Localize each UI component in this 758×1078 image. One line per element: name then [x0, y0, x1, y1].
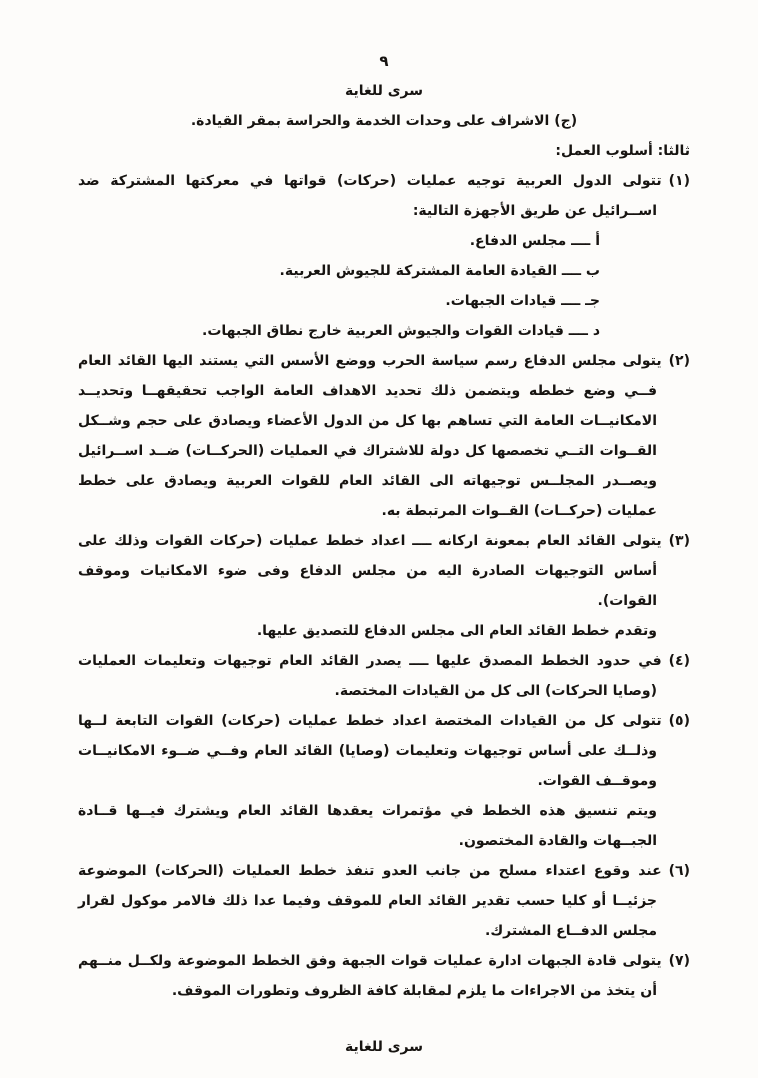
list-item-7 [78, 946, 690, 1006]
item-3-number: (٣) [668, 533, 690, 549]
item-4-text: في حدود الخطط المصدق عليها ــــ يصدر القائد العام توجيهات وتعليمات العمليات (وصايا الحركات) الى كل من القيادات المختصة. [78, 653, 662, 699]
item-4-number: (٤) [668, 653, 690, 669]
list-item-5 [78, 706, 690, 796]
item-7-text: يتولى قادة الجبهات ادارة عمليات قوات الجبهة وفق الخطط الموضوعة ولكــل منــهم أن يتخذ من الاجراءات ما يلزم لمقابلة كافة الظروف وتطورات الموقف. [78, 953, 662, 999]
item-5-text: تتولى كل من القيادات المختصة اعداد خطط عمليات (حركات) القوات التابعة لــها وذلــك على أساس توجيهات وتعليمات (وصايا) القائد العام وفــي ضــوء الامكانيــات وموقــف القوات. [78, 713, 662, 789]
item-6-number: (٦) [668, 863, 690, 879]
list-item-2 [78, 346, 690, 526]
sub-item-a: أ ــــ مجلس الدفاع. [469, 233, 600, 249]
item-2-number: (٢) [668, 353, 690, 369]
item-1-text: تتولى الدول العربية توجيه عمليات (حركات) قواتها في معركتها المشتركة ضد اســرائيل عن طريق الأجهزة التالية: [78, 173, 662, 219]
item-3-text: يتولى القائد العام بمعونة اركانه ــــ اعداد خطط عمليات (حركات القوات وذلك على أساس التوجيهات الصادرة اليه من مجلس الدفاع وفى ضوء الامكانيات وموقف القوات). [78, 533, 662, 609]
item-1-number: (١) [668, 173, 690, 189]
page-number: ٩ [379, 52, 389, 70]
item-5-continuation: ويتم تنسيق هذه الخطط في مؤتمرات يعقدها القائد العام ويشترك فيــها قــادة الجبــهات والقادة المختصون. [78, 803, 657, 849]
item-2-text: يتولى مجلس الدفاع رسم سياسة الحرب ووضع الأسس التي يستند اليها القائد العام فــي وضع خططه ويتضمن ذلك تحديد الاهداف العامة الواجب تحقيقهــا وتحديــد الامكانيــات العامة التي تساهم بها كل من الدول الأعضاء ويصادق على حجم وشــكل القــوات التــي تخصصها كل دولة للاشتراك في العمليات (الحركــات) ضــد اســرائيل ويصــدر المجلــس توجيهاته الى القائد العام للقوات العربية ويصادق على خطط عمليات (حركــات) القــوات المرتبطة به. [78, 353, 662, 519]
item-5-number: (٥) [668, 713, 690, 729]
sub-item-b: ب ــــ القيادة العامة المشتركة للجيوش العربية. [279, 263, 600, 279]
supervision-line-c: (ج) الاشراف على وحدات الخدمة والحراسة بمقر القيادة. [190, 113, 578, 129]
sub-item-d: د ــــ قيادات القوات والجيوش العربية خارج نطاق الجبهات. [202, 323, 600, 339]
item-3-continuation: وتقدم خطط القائد العام الى مجلس الدفاع للتصديق عليها. [256, 623, 657, 639]
item-7-number: (٧) [668, 953, 690, 969]
list-item-4 [78, 646, 690, 706]
item-6-text: عند وقوع اعتداء مسلح من جانب العدو تنفذ خطط العمليات (الحركات) الموضوعة جزئيــا أو كليا حسب تقدير القائد العام للموقف وفيما عدا ذلك فالامر موكول لقرار مجلس الدفــاع المشترك. [78, 863, 662, 939]
classification-footer: سرى للغاية [344, 1039, 424, 1055]
list-item-6 [78, 856, 690, 946]
section-title: ثالثا: أسلوب العمل: [555, 143, 690, 159]
sub-item-j: جـ ــــ قيادات الجبهات. [445, 293, 600, 309]
list-item-3 [78, 526, 690, 616]
classification-header: سرى للغاية [344, 83, 424, 99]
list-item-1 [78, 166, 690, 226]
